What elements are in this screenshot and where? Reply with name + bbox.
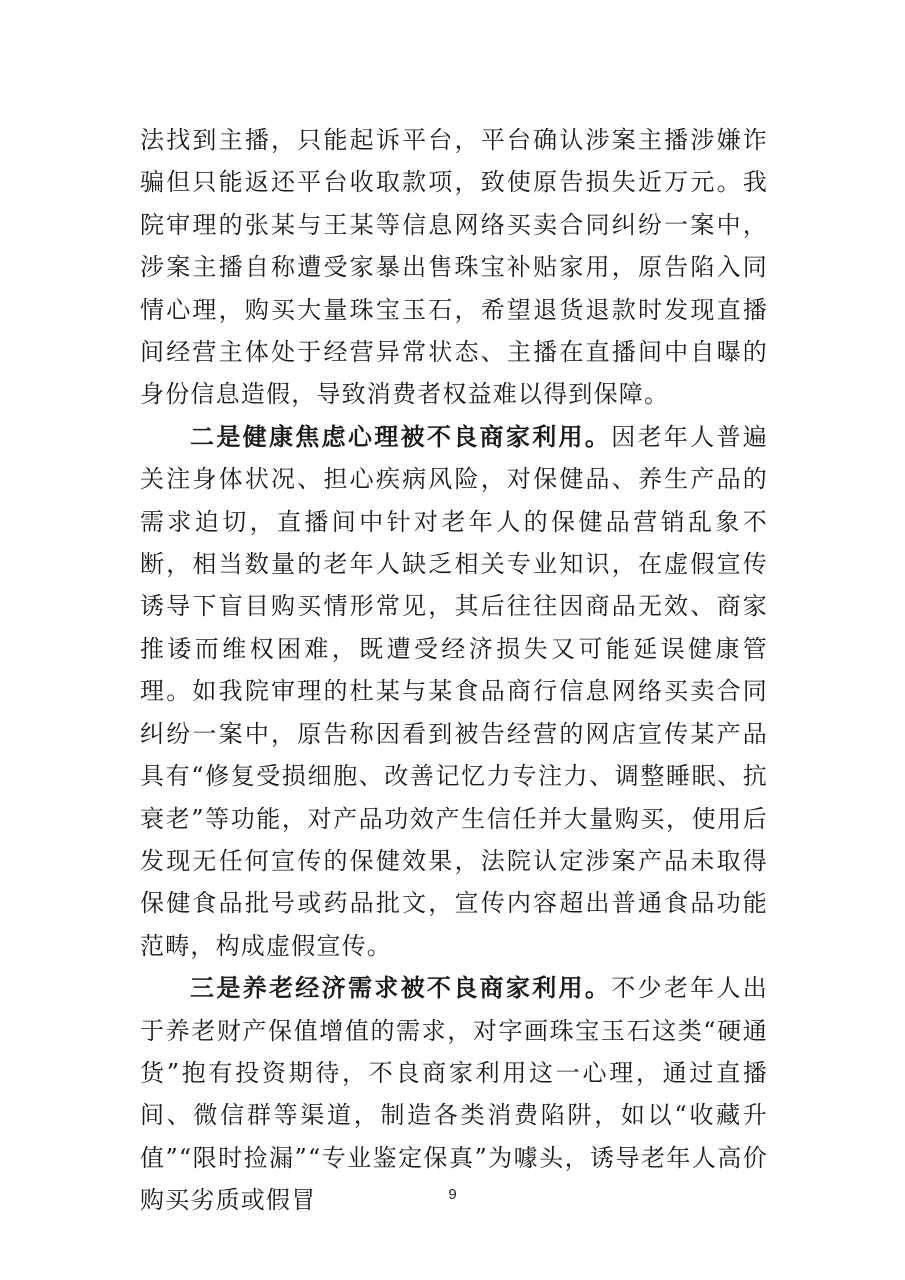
page-number: 9: [448, 1186, 457, 1203]
paragraph-text: 不少老年人出于养老财产保值增值的需求，对字画珠宝玉石这类“硬通货”抱有投资期待，不良商家利用这一心理，通过直播间、微信群等渠道，制造各类消费陷阱，如以“收藏升值”“限时捡漏”“专业鉴定保真”为噱头，诱导老年人高价购买劣质或假冒: [140, 974, 769, 1215]
paragraph-text: 因老年人普遍关注身体状况、担心疾病风险，对保健品、养生产品的需求迫切，直播间中针对老年人的保健品营销乱象不断，相当数量的老年人缺乏相关专业知识，在虚假宣传诱导下盲目购买情形常见，其后往往因商品无效、商家推诿而维权困难，既遭受经济损失又可能延误健康管理。如我院审理的杜某与某食品商行信息网络买卖合同纠纷一案中，原告称因看到被告经营的网店宣传某产品具有“修复受损细胞、改善记忆力专注力、调整睡眠、抗衰老”等功能，对产品功效产生信任并大量购买，使用后发现无任何宣传的保健效果，法院认定涉案产品未取得保健食品批号或药品批文，宣传内容超出普通食品功能范畴，构成虚假宣传。: [140, 422, 769, 960]
paragraph-heading: 三是养老经济需求被不良商家利用。: [190, 973, 612, 1003]
paragraph-pension-economy: [140, 967, 768, 1221]
body-text: [140, 119, 768, 1222]
paragraph-heading: 二是健康焦虑心理被不良商家利用。: [190, 421, 612, 451]
paragraph-continuation: [140, 119, 768, 416]
paragraph-health-anxiety: [140, 416, 768, 967]
paragraph-text: 法找到主播，只能起诉平台，平台确认涉案主播涉嫌诈骗但只能返还平台收取款项，致使原告损失近万元。我院审理的张某与王某等信息网络买卖合同纠纷一案中，涉案主播自称遭受家暴出售珠宝补贴家用，原告陷入同情心理，购买大量珠宝玉石，希望退货退款时发现直播间经营主体处于经营异常状态、主播在直播间中自曝的身份信息造假，导致消费者权益难以得到保障。: [140, 126, 768, 409]
